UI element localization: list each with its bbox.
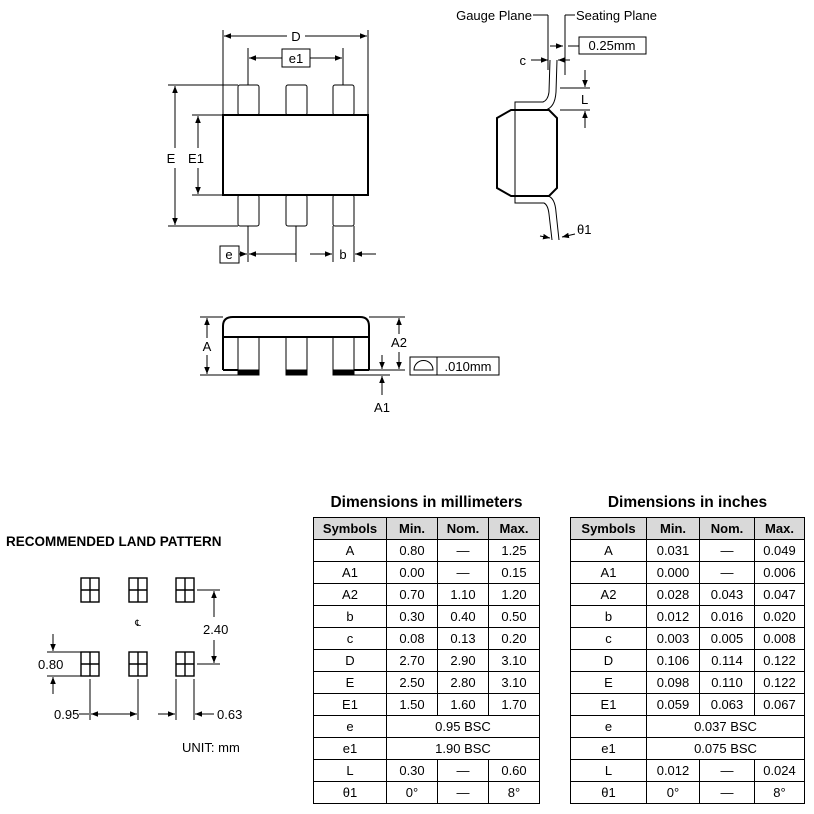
value-cell: 1.10 bbox=[438, 584, 489, 606]
label-L: L bbox=[581, 92, 589, 107]
label-A2: A2 bbox=[391, 335, 407, 350]
value-cell: 0.95 BSC bbox=[387, 716, 540, 738]
value-cell: 0.006 bbox=[755, 562, 805, 584]
inch-table-title: Dimensions in inches bbox=[607, 494, 768, 511]
value-cell: 0.098 bbox=[647, 672, 700, 694]
label-e: e bbox=[225, 247, 233, 262]
lead-foot-1 bbox=[238, 370, 259, 375]
top-view bbox=[168, 30, 376, 263]
value-cell: 1.50 bbox=[387, 694, 438, 716]
symbol-cell: e1 bbox=[571, 738, 647, 760]
value-cell: 0.80 bbox=[387, 540, 438, 562]
value-cell: 0.106 bbox=[647, 650, 700, 672]
value-cell: 0.037 BSC bbox=[647, 716, 805, 738]
inch-dimension-table bbox=[570, 517, 805, 804]
symbol-cell: E bbox=[314, 672, 387, 694]
value-cell: 0.043 bbox=[700, 584, 755, 606]
table-row bbox=[314, 672, 540, 694]
land-pad bbox=[129, 578, 147, 602]
value-cell: 8° bbox=[755, 782, 805, 804]
label-E: E bbox=[166, 151, 176, 166]
mm-table-title: Dimensions in millimeters bbox=[330, 494, 523, 511]
value-cell: 0.059 bbox=[647, 694, 700, 716]
value-cell: 0.003 bbox=[647, 628, 700, 650]
label-flatness: .010mm bbox=[444, 359, 492, 374]
table-row bbox=[571, 782, 805, 804]
centerline-icon: ℄ bbox=[135, 618, 141, 628]
value-cell: — bbox=[438, 562, 489, 584]
header-nom: Nom. bbox=[700, 518, 755, 540]
value-cell: 0.008 bbox=[755, 628, 805, 650]
symbol-cell: E1 bbox=[571, 694, 647, 716]
label-E1: E1 bbox=[188, 151, 204, 166]
front-view bbox=[200, 317, 499, 395]
table-row bbox=[314, 540, 540, 562]
value-cell: 0.08 bbox=[387, 628, 438, 650]
table-row bbox=[571, 650, 805, 672]
value-cell: 0.063 bbox=[700, 694, 755, 716]
label-095: 0.95 bbox=[54, 707, 80, 722]
lead-bottom-2 bbox=[286, 195, 307, 226]
value-cell: 0.031 bbox=[647, 540, 700, 562]
table-row bbox=[314, 782, 540, 804]
symbol-cell: e bbox=[314, 716, 387, 738]
table-row bbox=[571, 606, 805, 628]
value-cell: 0.70 bbox=[387, 584, 438, 606]
value-cell: — bbox=[700, 562, 755, 584]
value-cell: 2.80 bbox=[438, 672, 489, 694]
symbol-cell: L bbox=[571, 760, 647, 782]
table-row bbox=[314, 628, 540, 650]
value-cell: 1.90 BSC bbox=[387, 738, 540, 760]
lead-lower-side bbox=[515, 196, 559, 240]
land-pad bbox=[176, 652, 194, 676]
table-row bbox=[314, 584, 540, 606]
value-cell: 1.70 bbox=[489, 694, 540, 716]
table-row bbox=[571, 716, 805, 738]
value-cell: 0.049 bbox=[755, 540, 805, 562]
land-pattern-drawing bbox=[0, 568, 260, 738]
header-min: Min. bbox=[387, 518, 438, 540]
symbol-cell: θ1 bbox=[571, 782, 647, 804]
package-body-side bbox=[497, 110, 557, 196]
table-row bbox=[314, 738, 540, 760]
label-c: c bbox=[519, 53, 526, 68]
header-nom: Nom. bbox=[438, 518, 489, 540]
table-row bbox=[314, 760, 540, 782]
table-row bbox=[571, 672, 805, 694]
value-cell: — bbox=[700, 760, 755, 782]
label-240: 2.40 bbox=[203, 622, 229, 637]
value-cell: — bbox=[700, 782, 755, 804]
lead-top-2 bbox=[286, 85, 307, 115]
symbol-cell: E bbox=[571, 672, 647, 694]
value-cell: 0.012 bbox=[647, 606, 700, 628]
land-pad bbox=[129, 652, 147, 676]
value-cell: 0.028 bbox=[647, 584, 700, 606]
value-cell: 0.30 bbox=[387, 760, 438, 782]
table-row bbox=[571, 628, 805, 650]
symbol-cell: A bbox=[314, 540, 387, 562]
label-D: D bbox=[291, 29, 301, 44]
table-row bbox=[571, 562, 805, 584]
label-025mm: 0.25mm bbox=[588, 38, 636, 53]
mm-dimension-table bbox=[313, 517, 540, 804]
table-row bbox=[571, 540, 805, 562]
label-theta1: θ1 bbox=[577, 222, 592, 237]
value-cell: 2.70 bbox=[387, 650, 438, 672]
lead-top-1 bbox=[238, 85, 259, 115]
value-cell: 0.20 bbox=[489, 628, 540, 650]
table-row bbox=[314, 606, 540, 628]
symbol-cell: A2 bbox=[571, 584, 647, 606]
label-A1: A1 bbox=[374, 400, 390, 415]
symbol-cell: θ1 bbox=[314, 782, 387, 804]
mm-table-block bbox=[313, 493, 540, 804]
value-cell: 0.30 bbox=[387, 606, 438, 628]
value-cell: 0.020 bbox=[755, 606, 805, 628]
lead-foot-2 bbox=[286, 370, 307, 375]
value-cell: 0.110 bbox=[700, 672, 755, 694]
value-cell: 0.122 bbox=[755, 672, 805, 694]
label-b: b bbox=[339, 247, 347, 262]
value-cell: 2.90 bbox=[438, 650, 489, 672]
value-cell: 1.25 bbox=[489, 540, 540, 562]
label-A: A bbox=[202, 339, 212, 354]
value-cell: 0.016 bbox=[700, 606, 755, 628]
table-row bbox=[314, 562, 540, 584]
table-row bbox=[314, 716, 540, 738]
table-row bbox=[314, 694, 540, 716]
value-cell: 0.60 bbox=[489, 760, 540, 782]
value-cell: 0.067 bbox=[755, 694, 805, 716]
value-cell: — bbox=[700, 540, 755, 562]
symbol-cell: b bbox=[314, 606, 387, 628]
lead-foot-3 bbox=[333, 370, 354, 375]
table-header-row bbox=[314, 518, 540, 540]
land-pad bbox=[176, 578, 194, 602]
symbol-cell: b bbox=[571, 606, 647, 628]
value-cell: 0° bbox=[387, 782, 438, 804]
label-e1: e1 bbox=[288, 51, 304, 66]
symbol-cell: e1 bbox=[314, 738, 387, 760]
value-cell: 8° bbox=[489, 782, 540, 804]
unit-label: UNIT: mm bbox=[182, 740, 240, 755]
value-cell: 0.005 bbox=[700, 628, 755, 650]
symbol-cell: D bbox=[314, 650, 387, 672]
symbol-cell: E1 bbox=[314, 694, 387, 716]
lead-bottom-1 bbox=[238, 195, 259, 226]
symbol-cell: A1 bbox=[314, 562, 387, 584]
value-cell: 1.20 bbox=[489, 584, 540, 606]
header-max: Max. bbox=[755, 518, 805, 540]
value-cell: 0.50 bbox=[489, 606, 540, 628]
value-cell: 1.60 bbox=[438, 694, 489, 716]
header-symbols: Symbols bbox=[571, 518, 647, 540]
value-cell: 0.40 bbox=[438, 606, 489, 628]
inch-table-block bbox=[570, 493, 805, 804]
header-symbols: Symbols bbox=[314, 518, 387, 540]
table-row bbox=[571, 694, 805, 716]
value-cell: 2.50 bbox=[387, 672, 438, 694]
value-cell: 0.13 bbox=[438, 628, 489, 650]
value-cell: 0.00 bbox=[387, 562, 438, 584]
value-cell: 3.10 bbox=[489, 650, 540, 672]
header-min: Min. bbox=[647, 518, 700, 540]
header-max: Max. bbox=[489, 518, 540, 540]
table-row bbox=[314, 650, 540, 672]
flatness-symbol-icon bbox=[414, 361, 433, 371]
table-row bbox=[571, 738, 805, 760]
symbol-cell: D bbox=[571, 650, 647, 672]
value-cell: 0.047 bbox=[755, 584, 805, 606]
value-cell: — bbox=[438, 760, 489, 782]
land-pattern-title: RECOMMENDED LAND PATTERN bbox=[6, 534, 222, 549]
symbol-cell: e bbox=[571, 716, 647, 738]
symbol-cell: A2 bbox=[314, 584, 387, 606]
symbol-cell: L bbox=[314, 760, 387, 782]
table-row bbox=[571, 584, 805, 606]
table-header-row bbox=[571, 518, 805, 540]
label-seating-plane: Seating Plane bbox=[576, 8, 657, 23]
land-pad bbox=[81, 578, 99, 602]
package-body-front bbox=[223, 317, 369, 370]
lead-bottom-3 bbox=[333, 195, 354, 226]
symbol-cell: A bbox=[571, 540, 647, 562]
value-cell: 0° bbox=[647, 782, 700, 804]
value-cell: 0.075 BSC bbox=[647, 738, 805, 760]
lead-top-3 bbox=[333, 85, 354, 115]
value-cell: 0.024 bbox=[755, 760, 805, 782]
land-pad bbox=[81, 652, 99, 676]
value-cell: 0.122 bbox=[755, 650, 805, 672]
label-080: 0.80 bbox=[38, 657, 64, 672]
label-063: 0.63 bbox=[217, 707, 243, 722]
symbol-cell: A1 bbox=[571, 562, 647, 584]
package-body-top bbox=[223, 115, 368, 195]
symbol-cell: c bbox=[571, 628, 647, 650]
symbol-cell: c bbox=[314, 628, 387, 650]
value-cell: 0.114 bbox=[700, 650, 755, 672]
value-cell: 3.10 bbox=[489, 672, 540, 694]
table-row bbox=[571, 760, 805, 782]
value-cell: 0.012 bbox=[647, 760, 700, 782]
value-cell: — bbox=[438, 540, 489, 562]
value-cell: 0.000 bbox=[647, 562, 700, 584]
value-cell: — bbox=[438, 782, 489, 804]
label-gauge-plane: Gauge Plane bbox=[456, 8, 532, 23]
value-cell: 0.15 bbox=[489, 562, 540, 584]
